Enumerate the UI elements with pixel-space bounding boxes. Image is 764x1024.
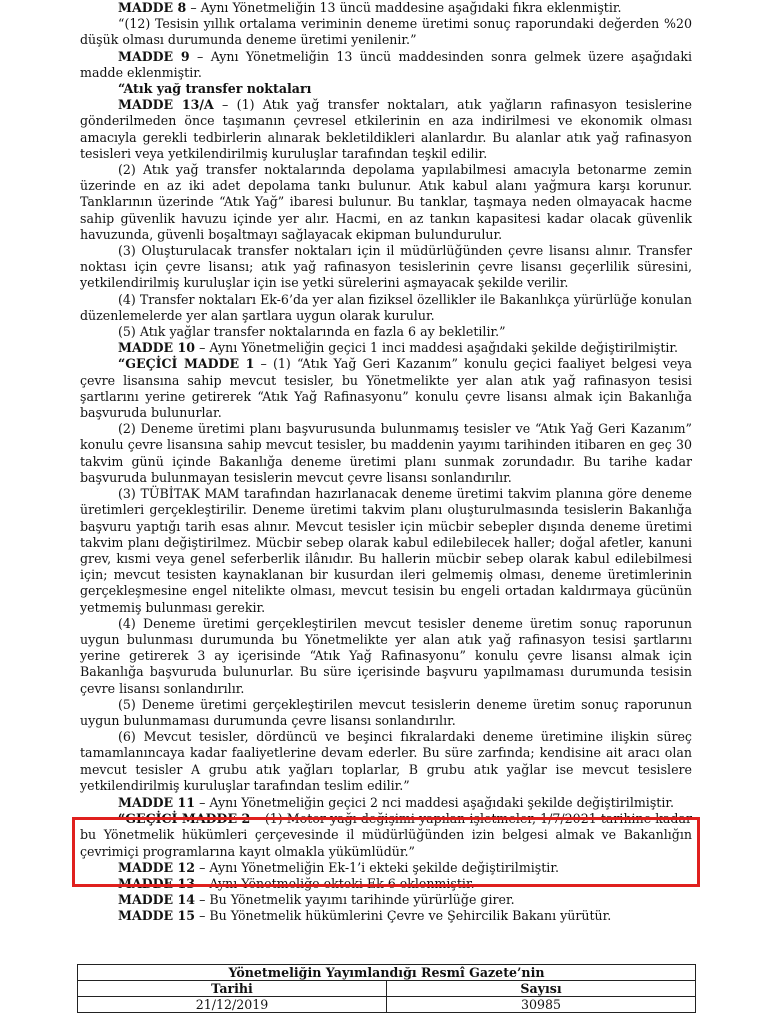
paragraph-text: – Aynı Yönetmeliğe ekteki Ek-6 eklenmiştir.	[195, 875, 475, 891]
paragraph-text: – (1) Motor yağı değişimi yapılan işletmeler, 1/7/2021 tarihine kadar bu Yönetmelik hükümleri çerçevesinde il müdürlüğünden izin belgesi almak ve Bakanlığın çevrimiçi programlarına kayıt olmakla yükümlüdür.”	[80, 811, 692, 859]
paragraph-gecici-1-2	[80, 421, 692, 486]
paragraph-13a-2	[80, 162, 692, 243]
article-heading: MADDE 9	[118, 48, 190, 64]
table-row	[78, 981, 696, 997]
paragraph-madde-15	[80, 908, 692, 924]
paragraph-text: (3) Oluşturulacak transfer noktaları için il müdürlüğünden çevre lisansı alınır. Transfer noktası için çevre lisansı; atık yağ rafinasyon tesislerinin çevre lisansı geçerlilik süresini, yetkilendirilmiş kuruluşlar için ise yetki sürelerini aşmayacak şekilde verilir.	[80, 243, 692, 291]
gazette-info-table	[77, 964, 696, 1013]
paragraph-text: (5) Deneme üretimi gerçekleştirilen mevcut tesislerin deneme üretim sonuç raporunun uygun bulunmaması durumunda çevre lisansı sonlandırılır.	[80, 696, 692, 728]
paragraph-text: (5) Atık yağlar transfer noktalarında en fazla 6 ay bekletilir.”	[118, 324, 506, 340]
paragraph-gecici-1-5	[80, 697, 692, 729]
paragraph-13a-5	[80, 324, 692, 340]
table-row	[78, 997, 696, 1013]
table-cell-date: 21/12/2019	[78, 997, 387, 1013]
paragraph-gecici-1-6	[80, 729, 692, 794]
paragraph-gecici-2	[80, 811, 692, 860]
paragraph-text: – Bu Yönetmelik yayımı tarihinde yürürlüğe girer.	[195, 892, 515, 908]
paragraph-text: – (1) “Atık Yağ Geri Kazanım” konulu geçici faaliyet belgesi veya çevre lisansına sahip mevcut tesisler, bu Yönetmelikte yer alan atık yağ rafinasyon tesisi şartlarını yerine getirerek “Atık Yağ Rafinasyonu” konulu çevre lisansı almak için Bakanlığa başvuruda bulunurlar.	[80, 356, 692, 421]
table-header-date: Tarihi	[78, 981, 387, 997]
paragraph-text: (2) Atık yağ transfer noktalarında depolama yapılabilmesi amacıyla betonarme zemin üzerinde en az iki adet depolama tankı bulunur. Atık kabul alanı yağmura karşı korunur. Tanklarının üzerinde “Atık Yağ” ibaresi bulunur. Bu tanklar, taşmaya neden olmayacak hacme sahip güvenlik havuzu içinde yer alır. Hacmi, en az tankın kapasitesi kadar olacak güvenlik havuzunda, güvenli boşaltmayı sağlayacak ekipman bulundurulur.	[80, 162, 692, 242]
article-heading: MADDE 11	[118, 794, 196, 810]
paragraph-text: (6) Mevcut tesisler, dördüncü ve beşinci fıkralardaki deneme üretimine ilişkin süreç tamamlanıncaya kadar faaliyetlerine devam ederler. Bu süre zarfında; kendisine ait aracı olan mevcut tesisler A grubu atık yağları toplarlar, B grubu atık yağlar ise mevcut tesislere yetkilendirilmiş kuruluşlar tarafından teslim edilir.”	[80, 729, 692, 793]
document-body	[80, 0, 692, 925]
paragraph-gecici-1-4	[80, 616, 692, 697]
paragraph-13a-4	[80, 292, 692, 324]
paragraph-text: (2) Deneme üretimi planı başvurusunda bulunmamış tesisler ve “Atık Yağ Geri Kazanım” konulu çevre lisansına sahip mevcut tesisler, bu maddenin yayımı tarihinden itibaren en geç 30 takvim günü içinde Bakanlığa deneme üretimi planı sunmak zorundadır. Bu tarihe kadar başvuruda bulunmayan tesislerin mevcut çevre lisansı sonlandırılır.	[80, 421, 692, 485]
article-heading: MADDE 15	[118, 908, 196, 924]
paragraph-gecici-1-3	[80, 486, 692, 616]
section-title: “Atık yağ transfer noktaları	[118, 81, 312, 97]
paragraph-text: – Aynı Yönetmeliğin Ek-1’i ekteki şekilde değiştirilmiştir.	[195, 859, 559, 875]
paragraph-fikra-12	[80, 16, 692, 48]
article-heading: “GEÇİCİ MADDE 1	[118, 356, 255, 372]
paragraph-text: – Aynı Yönetmeliğin 13 üncü maddesine aşağıdaki fıkra eklenmiştir.	[186, 0, 622, 15]
article-heading: MADDE 12	[118, 859, 196, 875]
paragraph-madde-14	[80, 892, 692, 908]
paragraph-madde-12	[80, 860, 692, 876]
table-header-number: Sayısı	[387, 981, 696, 997]
article-heading: MADDE 13/A	[118, 97, 214, 113]
paragraph-text: “(12) Tesisin yıllık ortalama veriminin deneme üretimi sonuç raporundaki değerden %20 düşük olması durumunda deneme üretimi yenilenir.”	[80, 16, 692, 48]
paragraph-text: (4) Deneme üretimi gerçekleştirilen mevcut tesisler deneme üretim sonuç raporunun uygun bulunması durumunda bu Yönetmelikte yer alan atık yağ rafinasyon tesisi şartlarını yerine getirerek 3 ay içerisinde “Atık Yağ Rafinasyonu” konulu çevre lisansı almak için Bakanlığa başvuruda bulunurlar. Bu süre içerisinde başvuru yapılmaması durumunda tesisin çevre lisansı sonlandırılır.	[80, 615, 692, 696]
paragraph-text: (4) Transfer noktaları Ek-6’da yer alan fiziksel özellikler ile Bakanlıkça yürürlüğe konulan düzenlemelerde yer alan şartlara uygun olarak kurulur.	[80, 291, 692, 323]
article-heading: MADDE 8	[118, 0, 187, 15]
table-row	[78, 965, 696, 981]
paragraph-madde-9	[80, 49, 692, 81]
paragraph-madde-10	[80, 340, 692, 356]
paragraph-madde-13a	[80, 97, 692, 162]
article-heading: MADDE 10	[118, 340, 196, 356]
paragraph-13a-3	[80, 243, 692, 292]
paragraph-madde-11	[80, 795, 692, 811]
article-heading: MADDE 13	[118, 875, 196, 891]
paragraph-text: – (1) Atık yağ transfer noktaları, atık yağların rafinasyon tesislerine gönderilmeden önce taşımanın çevresel etkilerinin en aza indirilmesi ve ekonomik olması amacıyla gerekli tedbirlerin alınarak bekletildikleri alanlardır. Bu alanlar atık yağ rafinasyon tesisleri veya yetkilendirilmiş kuruluşlar tarafından teşkil edilir.	[80, 97, 692, 161]
paragraph-madde-13	[80, 876, 692, 892]
section-heading-transfer	[80, 81, 692, 97]
paragraph-text: – Aynı Yönetmeliğin geçici 1 inci maddesi aşağıdaki şekilde değiştirilmiştir.	[195, 340, 679, 356]
table-cell-number: 30985	[387, 997, 696, 1013]
table-title-cell: Yönetmeliğin Yayımlandığı Resmî Gazete’nin	[78, 965, 696, 981]
article-heading: MADDE 14	[118, 892, 196, 908]
paragraph-text: – Aynı Yönetmeliğin 13 üncü maddesinden sonra gelmek üzere aşağıdaki madde eklenmiştir.	[80, 48, 692, 80]
paragraph-text: (3) TÜBİTAK MAM tarafından hazırlanacak deneme üretimi takvim planına göre deneme üretimleri gerçekleştirilir. Deneme üretimi takvim planı oluşturulmasında tesislerin Bakanlığa başvuru yaptığı tarih esas alınır. Mevcut tesisler için mücbir sebepler dışında deneme üretimi takvim planı değiştirilmez. Mücbir sebep olarak kabul edilebilecek haller; doğal afetler, kanuni grev, kısmi veya genel seferberlik ilânıdır. Bu hallerin mücbir sebep olarak kabul edilebilmesi için; mevcut tesisten kaynaklanan bir kusurdan ileri gelmemiş olması, deneme üretimlerinin gerçekleşmesine engel nitelikte olması, mevcut tesisin bu engeli ortadan kaldırmaya gücünün yetmemiş bulunması gerekir.	[80, 486, 692, 615]
paragraph-madde-8	[80, 0, 692, 16]
article-heading: “GEÇİCİ MADDE 2	[118, 811, 251, 827]
paragraph-text: – Aynı Yönetmeliğin geçici 2 nci maddesi aşağıdaki şekilde değiştirilmiştir.	[195, 794, 675, 810]
paragraph-gecici-1	[80, 356, 692, 421]
paragraph-text: – Bu Yönetmelik hükümlerini Çevre ve Şehircilik Bakanı yürütür.	[195, 908, 612, 924]
